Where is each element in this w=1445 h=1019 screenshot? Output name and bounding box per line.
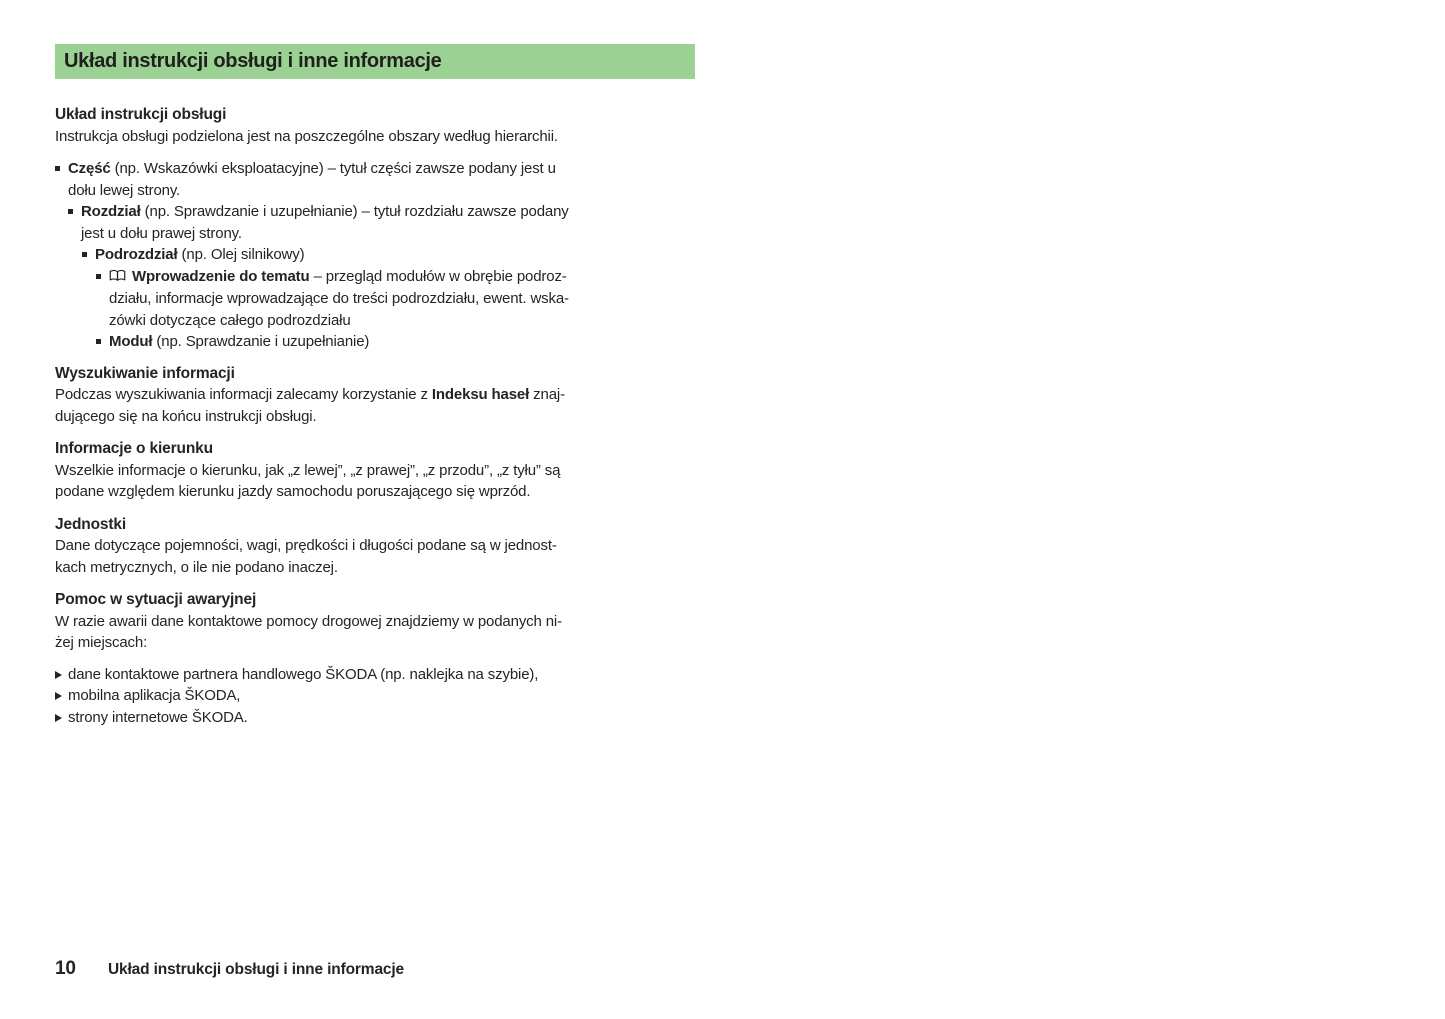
hierarchy-list <box>55 158 695 353</box>
term-rozdzial: Rozdział <box>81 203 141 220</box>
emergency-contact-list <box>55 664 695 729</box>
arrow-bullet-icon <box>55 692 62 700</box>
list-item-line <box>95 244 695 266</box>
bullet-square-icon <box>96 274 101 279</box>
footer-chapter-title: Układ instrukcji obsługi i inne informacje <box>108 961 405 978</box>
list-item-wprowadzenie <box>109 266 695 332</box>
index-term: Indeksu haseł <box>431 386 530 403</box>
chapter-header-bar <box>55 44 695 79</box>
list-item-line: mobilna aplikacja ŠKODA, <box>68 687 241 704</box>
bullet-square-icon <box>82 252 87 257</box>
term-modul-text: (np. Sprawdzanie i uzupełnianie) <box>152 333 370 350</box>
paragraph-intro: Instrukcja obsługi podzielona jest na poszczególne obszary według hierarchii. <box>55 127 558 145</box>
list-item-app <box>68 685 695 707</box>
paragraph-units-line1: Dane dotyczące pojemności, wagi, prędkości i długości podane są w jednost- <box>55 537 557 554</box>
paragraph-emergency-line2: żej miejscach: <box>55 634 148 651</box>
open-book-icon <box>109 267 126 289</box>
list-item-line: jest u dołu prawej strony. <box>81 224 242 242</box>
term-podrozdzial-text: (np. Olej silnikowy) <box>177 246 305 263</box>
list-item-line <box>109 331 695 353</box>
list-item-line: strony internetowe ŠKODA. <box>68 708 248 726</box>
paragraph-search-line2: dującego się na końcu instrukcji obsługi. <box>55 407 317 425</box>
page-number: 10 <box>55 958 76 979</box>
section-heading-direction: Informacje o kierunku <box>55 440 213 457</box>
bullet-square-icon <box>55 166 60 171</box>
list-item-czesc <box>68 158 695 201</box>
list-item-rozdzial <box>81 201 695 244</box>
list-item-line: dołu lewej strony. <box>68 181 181 199</box>
section-heading-layout: Układ instrukcji obsługi <box>55 106 227 123</box>
term-wprowadzenie-text: – przegląd modułów w obrębie podroz- <box>309 267 567 285</box>
bullet-square-icon <box>96 339 101 344</box>
list-item-line: działu, informacje wprowadzające do treści podrozdziału, ewent. wska- <box>109 290 569 307</box>
term-wprowadzenie: Wprowadzenie do tematu <box>132 267 310 285</box>
search-text-post: znaj- <box>529 386 565 403</box>
term-czesc-text: (np. Wskazówki eksploatacyjne) – tytuł części zawsze podany jest u <box>110 160 556 177</box>
paragraph-direction-line1: Wszelkie informacje o kierunku, jak „z lewej”, „z prawej”, „z przodu”, „z tyłu” są <box>55 461 561 479</box>
list-item-line: dane kontaktowe partnera handlowego ŠKODA (np. naklejka na szybie), <box>68 665 539 683</box>
list-item-dealer <box>68 664 695 686</box>
term-modul: Moduł <box>109 333 153 350</box>
page-footer <box>55 958 404 980</box>
term-podrozdzial: Podrozdział <box>95 246 178 263</box>
paragraph-emergency-line1: W razie awarii dane kontaktowe pomocy drogowej znajdziemy w podanych ni- <box>55 612 562 630</box>
list-item-line <box>81 201 695 223</box>
page-content <box>55 44 695 728</box>
term-czesc: Część <box>68 160 111 177</box>
list-item-line: zówki dotyczące całego podrozdziału <box>109 311 351 329</box>
list-item-line <box>68 158 695 180</box>
arrow-bullet-icon <box>55 714 62 722</box>
paragraph-units-line2: kach metrycznych, o ile nie podano inaczej. <box>55 558 338 576</box>
search-text-pre: Podczas wyszukiwania informacji zalecamy korzystanie z <box>55 386 432 403</box>
section-heading-emergency: Pomoc w sytuacji awaryjnej <box>55 591 257 608</box>
paragraph-search <box>55 384 695 406</box>
term-rozdzial-text: (np. Sprawdzanie i uzupełnianie) – tytuł rozdziału zawsze podany <box>140 203 569 220</box>
list-item-podrozdzial <box>95 244 695 266</box>
section-heading-units: Jednostki <box>55 515 127 533</box>
section-heading-search: Wyszukiwanie informacji <box>55 364 235 382</box>
list-item-modul <box>109 331 695 353</box>
paragraph-direction-line2: podane względem kierunku jazdy samochodu poruszającego się wprzód. <box>55 483 531 500</box>
list-item-web <box>68 707 695 729</box>
bullet-square-icon <box>68 209 73 214</box>
list-item-line <box>109 266 695 289</box>
chapter-title: Układ instrukcji obsługi i inne informacje <box>64 50 442 72</box>
arrow-bullet-icon <box>55 671 62 679</box>
